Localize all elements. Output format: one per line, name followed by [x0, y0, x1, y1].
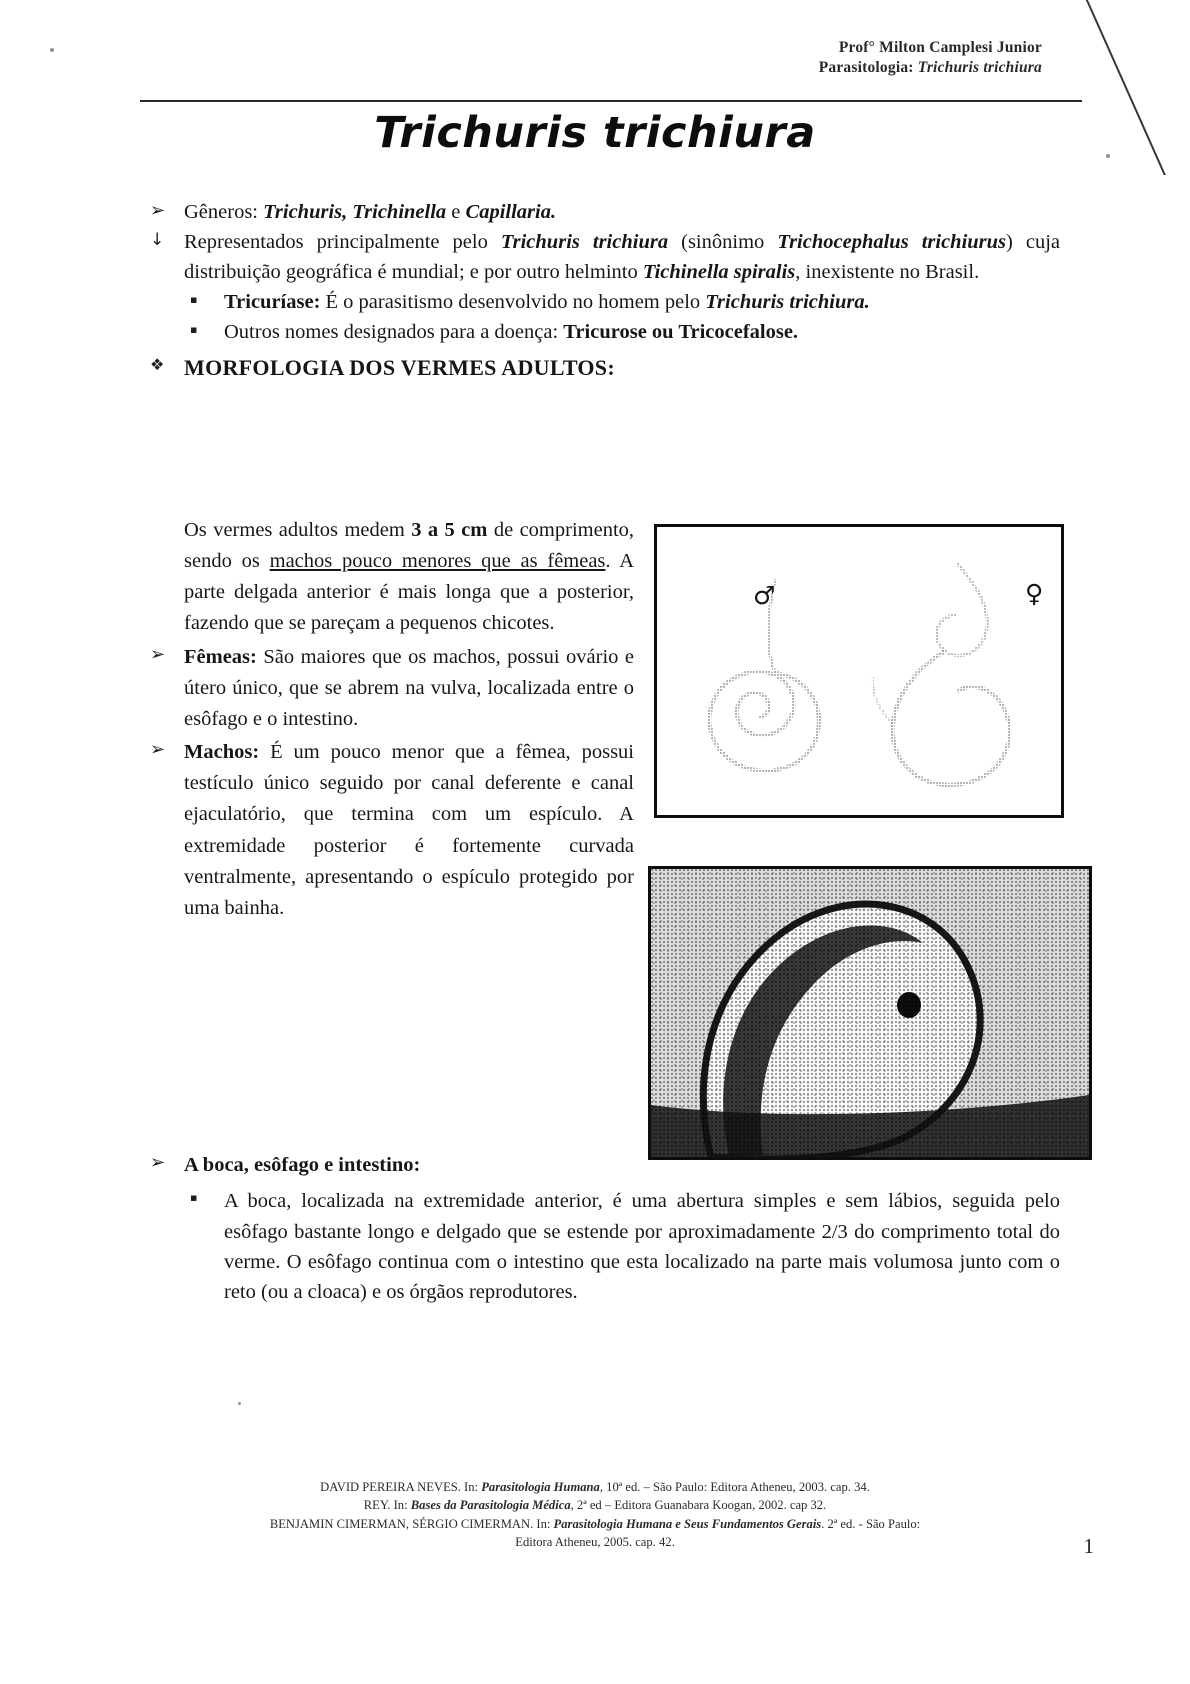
intro-section: [148, 198, 1060, 385]
header-subject-species: Trichuris trichiura: [917, 59, 1042, 77]
reference-item: [120, 1515, 1070, 1533]
outros-nomes-text: Outros nomes designados para a doença:: [224, 321, 559, 344]
adultos-medida: 3 a 5 cm: [411, 519, 488, 541]
machos-text: É um pouco menor que a fêmea, possui testículo único seguido por canal deferente e canal ejaculatório, que termina com um espículo. A extremidade posterior é fortemente curvada ventralmente, apresentando o espículo protegido por uma bainha.: [184, 741, 634, 919]
repr-synonym: Trichocephalus trichiurus: [777, 231, 1007, 254]
boca-text: A boca, localizada na extremidade anterior, é uma abertura simples e sem lábios, seguida pelo esôfago bastante longo e delgado que se estende por aproximadamente 2/3 do comprimento total do verme. O esôfago continua com o intestino que esta localizado na parte mais volumosa junto com o reto (ou a cloaca) e os órgãos reprodutores.: [224, 1190, 1060, 1304]
reference-author: REY. In:: [363, 1498, 408, 1513]
representados-paragraph: [148, 228, 1060, 287]
morphology-text-column: [148, 515, 634, 925]
boca-section: [148, 1150, 1060, 1309]
machos-paragraph: [148, 737, 634, 924]
reference-rest: . 2ª ed. - São Paulo:: [821, 1516, 921, 1531]
adultos-underlined: machos pouco menores que as fêmeas: [269, 550, 606, 573]
boca-paragraph: [148, 1186, 1060, 1307]
reference-rest: , 2ª ed – Editora Guanabara Koogan, 2002. cap 32.: [570, 1498, 827, 1513]
reference-item: [120, 1533, 1070, 1551]
reference-item: [120, 1496, 1070, 1514]
generos-last: Capillaria.: [465, 201, 557, 223]
square-bullet-icon: ▪: [190, 1191, 198, 1205]
reference-work: Parasitologia Humana e Seus Fundamentos Gerais: [553, 1516, 822, 1531]
header-divider-rule: [140, 100, 1082, 102]
adultos-paragraph: [148, 515, 634, 640]
repr-species-2: Tichinella spiralis: [642, 260, 796, 283]
dagger-bullet-icon: ↓: [150, 230, 165, 251]
femeas-label: Fêmeas:: [184, 645, 257, 668]
arrow-bullet-icon: ➢: [150, 200, 166, 221]
reference-list: [120, 1478, 1070, 1551]
reference-work: Bases da Parasitologia Médica: [410, 1498, 571, 1513]
adultos-text-2: de comprimento, sendo os: [184, 519, 635, 573]
arrow-bullet-icon: ➢: [150, 643, 166, 665]
repr-text-4: , inexistente no Brasil.: [795, 260, 980, 283]
generos-list: Trichuris, Trichinella: [263, 201, 447, 223]
femeas-text: São maiores que os machos, possui ovário e útero único, que se abrem na vulva, localizada entre o esôfago e o intestino.: [184, 645, 635, 730]
page-number: 1: [1083, 1534, 1094, 1558]
adultos-text-1: Os vermes adultos medem: [184, 519, 405, 541]
arrow-bullet-icon: ➢: [150, 1152, 166, 1173]
header-professor: Prof° Milton Camplesi Junior: [838, 39, 1042, 56]
outros-nomes-item: [148, 318, 1060, 347]
generos-item: [148, 198, 1060, 227]
diamond-bullet-icon: ❖: [150, 354, 165, 374]
tricuriase-item: [148, 288, 1060, 317]
reference-author: DAVID PEREIRA NEVES. In:: [320, 1480, 479, 1494]
figure-male-micrograph: [648, 866, 1092, 1160]
page-title: Trichuris trichiura: [374, 108, 816, 158]
adultos-text-3: . A parte delgada anterior é mais longa que a posterior, fazendo que se pareçam a pequenos chicotes.: [184, 550, 634, 635]
reference-item: [120, 1478, 1070, 1496]
generos-conj: e: [451, 201, 461, 223]
generos-label: Gêneros:: [184, 201, 259, 223]
machos-label: Machos:: [184, 741, 260, 764]
morfologia-heading: MORFOLOGIA DOS VERMES ADULTOS:: [184, 354, 615, 380]
outros-nomes-bold: Tricurose ou Tricocefalose.: [563, 321, 799, 344]
figure-adult-worms: [654, 524, 1064, 818]
repr-species: Trichuris trichiura: [500, 231, 669, 254]
square-bullet-icon: ▪: [190, 292, 198, 306]
morfologia-heading-item: [148, 352, 1060, 384]
tricuriase-species: Trichuris trichiura.: [705, 290, 870, 313]
repr-text-2: (sinônimo: [681, 231, 765, 254]
reference-rest: Editora Atheneu, 2005. cap. 42.: [515, 1534, 675, 1549]
running-header: [819, 38, 1042, 79]
female-symbol-icon: ♀: [1025, 579, 1044, 608]
header-subject: [819, 58, 1042, 78]
femeas-paragraph: [148, 642, 634, 735]
micrograph-grain: [651, 869, 1089, 1157]
arrow-bullet-icon: ➢: [150, 739, 166, 761]
male-symbol-icon: ♂: [753, 581, 776, 610]
header-subject-label: Parasitologia:: [818, 59, 914, 77]
reference-rest: , 10ª ed. – São Paulo: Editora Atheneu, 2003. cap. 34.: [599, 1480, 870, 1494]
adult-worms-drawing: [657, 527, 1061, 815]
repr-text-1: Representados principalmente pelo: [184, 231, 488, 254]
scan-speck: [238, 1402, 241, 1405]
tricuriase-text: É o parasitismo desenvolvido no homem pelo: [325, 290, 701, 313]
repr-text-3: ) cuja distribuição geográfica é mundial; e por outro helminto: [184, 231, 1061, 283]
reference-author: BENJAMIN CIMERMAN, SÉRGIO CIMERMAN. In:: [269, 1516, 551, 1531]
tricuriase-label: Tricuríase:: [224, 290, 321, 313]
boca-heading-item: [148, 1150, 654, 1180]
square-bullet-icon: ▪: [190, 323, 198, 337]
boca-heading: A boca, esôfago e intestino:: [184, 1154, 421, 1176]
reference-work: Parasitologia Humana: [481, 1480, 600, 1494]
scan-speck: [50, 48, 54, 52]
